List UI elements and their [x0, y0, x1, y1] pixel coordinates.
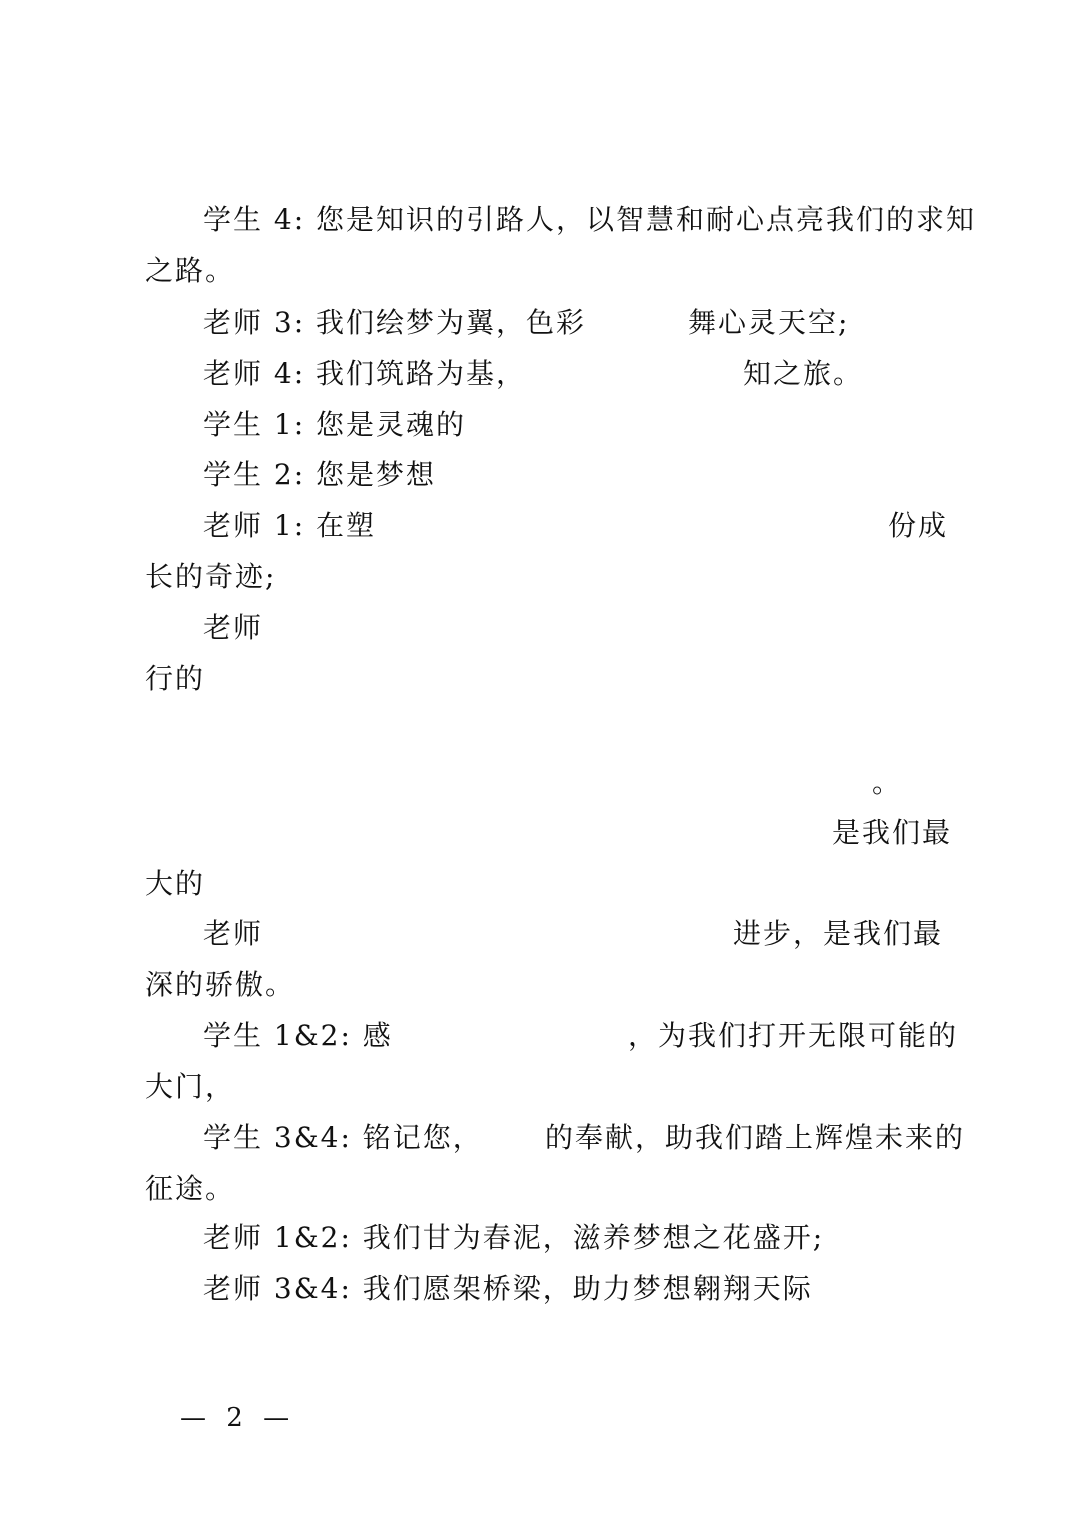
text-line: 学生 3&4: 铭记您，: [203, 1121, 483, 1154]
text-line: 的奉献，助我们踏上辉煌未来的: [545, 1121, 966, 1154]
text-line: 之路。: [145, 254, 236, 287]
text-line: 老师: [203, 917, 264, 950]
text-line: 舞心灵天空;: [688, 306, 850, 339]
text-line: 进步，是我们最: [733, 917, 944, 950]
text-line: 大的: [145, 867, 206, 900]
text-line: 行的: [145, 662, 206, 695]
text-line: 老师 4: 我们筑路为基，: [203, 357, 527, 390]
text-line: 大门，: [145, 1070, 236, 1103]
text-line: 老师 1&2: 我们甘为春泥，滋养梦想之花盛开;: [203, 1221, 825, 1254]
text-line: 知之旅。: [743, 357, 864, 390]
text-line: 老师: [203, 611, 264, 644]
text-line: 深的骄傲。: [145, 968, 296, 1001]
text-line: ，为我们打开无限可能的: [628, 1019, 959, 1052]
text-line: 是我们最: [832, 816, 953, 849]
text-line: 份成: [888, 509, 949, 542]
text-line: 学生 1: 您是灵魂的: [203, 408, 467, 441]
text-line: 学生 1&2: 感: [203, 1019, 393, 1052]
text-line: 学生 2: 您是梦想: [203, 458, 437, 491]
text-line: 。: [872, 766, 903, 799]
text-line: 学生 4: 您是知识的引路人，以智慧和耐心点亮我们的求知: [203, 203, 977, 236]
text-line: 长的奇迹;: [145, 560, 277, 593]
text-line: 征途。: [145, 1172, 236, 1205]
page-number: — 2 —: [180, 1403, 296, 1433]
text-line: 老师 3&4: 我们愿架桥梁，助力梦想翱翔天际: [203, 1272, 813, 1305]
text-line: 老师 1: 在塑: [203, 509, 377, 542]
text-line: 老师 3: 我们绘梦为翼，色彩: [203, 306, 587, 339]
